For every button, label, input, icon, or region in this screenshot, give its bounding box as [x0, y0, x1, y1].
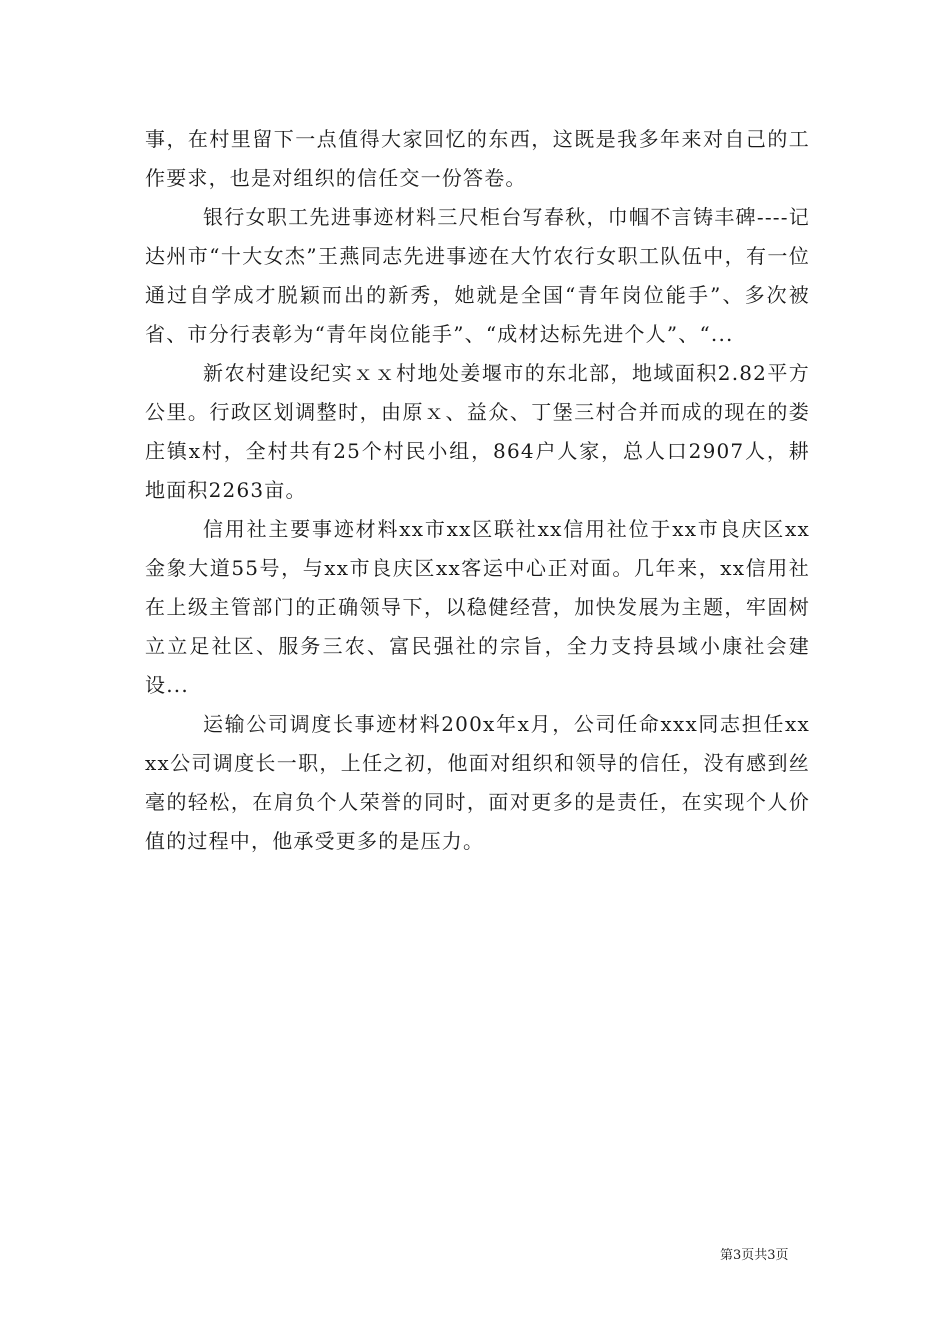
paragraph-continuation: 事，在村里留下一点值得大家回忆的东西，这既是我多年来对自己的工作要求，也是对组织的信任交一份答卷。 [145, 127, 810, 190]
paragraph-credit-union: 信用社主要事迹材料xx市xx区联社xx信用社位于xx市良庆区xx金象大道55号，与xx市良庆区xx客运中心正对面。几年来，xx信用社在上级主管部门的正确领导下，以稳健经营，加快发展为主题，牢固树立立足社区、服务三农、富民强社的宗旨，全力支持县域小康社会建设... [145, 517, 810, 697]
paragraph-new-village: 新农村建设纪实ｘｘ村地处姜堰市的东北部，地域面积2.82平方公里。行政区划调整时，由原ｘ、益众、丁堡三村合并而成的现在的娄庄镇x村，全村共有25个村民小组，864户人家，总人口2907人，耕地面积2263亩。 [145, 361, 810, 502]
document-body [145, 120, 810, 861]
page-number: 第3页共3页 [720, 1248, 789, 1263]
paragraph-bank-female-worker: 银行女职工先进事迹材料三尺柜台写春秋，巾帼不言铸丰碑----记达州市“十大女杰”王燕同志先进事迹在大竹农行女职工队伍中，有一位通过自学成才脱颖而出的新秀，她就是全国“青年岗位能手”、多次被省、市分行表彰为“青年岗位能手”、“成材达标先进个人”、“... [145, 205, 810, 346]
paragraph-transport-company: 运输公司调度长事迹材料200x年x月，公司任命xxx同志担任xxxx公司调度长一职，上任之初，他面对组织和领导的信任，没有感到丝毫的轻松，在肩负个人荣誉的同时，面对更多的是责任，在实现个人价值的过程中，他承受更多的是压力。 [145, 712, 810, 853]
